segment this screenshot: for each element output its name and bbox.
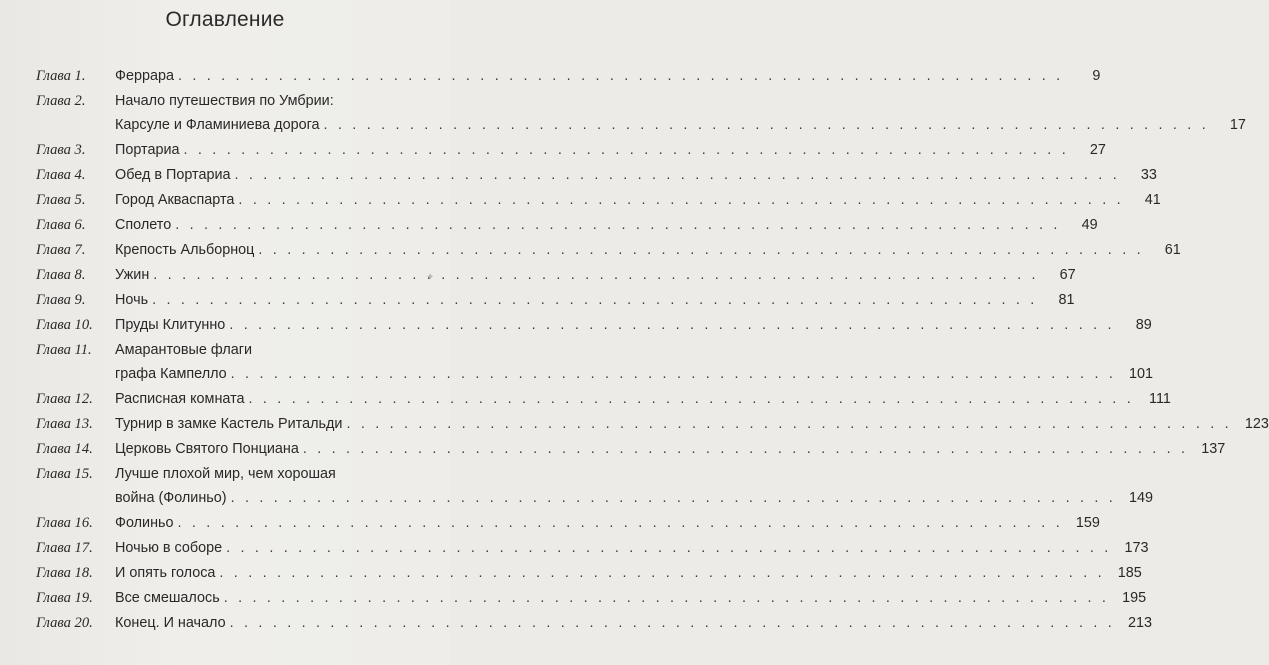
chapter-number: Глава 19.	[36, 590, 93, 606]
entry-line	[115, 113, 1246, 137]
chapter-title: Портариа	[115, 142, 180, 158]
chapter-number: Глава 7.	[36, 242, 86, 258]
page-number: 17	[1229, 117, 1246, 133]
entry-line	[115, 462, 1153, 486]
chapter-number: Глава 20.	[36, 615, 93, 631]
chapter-title: война (Фолиньо)	[115, 490, 227, 506]
page-number: 61	[1164, 242, 1181, 258]
dot-leader	[229, 313, 1114, 337]
dot-leader	[303, 437, 1188, 461]
entry-line	[115, 238, 1181, 262]
dot-leader	[153, 263, 1038, 287]
toc-entry	[36, 536, 1149, 560]
toc-entry	[36, 138, 1106, 162]
entry-line	[115, 138, 1106, 162]
chapter-number: Глава 6.	[36, 217, 86, 233]
dot-leader	[249, 387, 1134, 411]
toc-entry	[36, 338, 1154, 386]
entry-body	[115, 288, 1074, 312]
dot-leader	[230, 611, 1115, 635]
entry-line	[115, 338, 1153, 362]
entry-body	[115, 511, 1100, 535]
entry-line	[115, 511, 1100, 535]
entry-line	[115, 89, 1246, 113]
chapter-title: Карсуле и Фламиниева дорога	[115, 117, 320, 133]
chapter-number: Глава 15.	[36, 466, 93, 482]
entry-line	[115, 437, 1225, 461]
toc-entry	[36, 163, 1157, 187]
entry-body	[115, 412, 1269, 436]
chapter-number: Глава 18.	[36, 565, 93, 581]
toc-entry	[36, 412, 1269, 436]
entry-body	[115, 89, 1246, 137]
chapter-number: Глава 16.	[36, 515, 93, 531]
entry-line	[115, 586, 1146, 610]
dot-leader	[219, 561, 1104, 585]
dot-leader	[231, 486, 1116, 510]
entry-line	[115, 362, 1153, 386]
chapter-title: Феррара	[115, 68, 174, 84]
chapter-number: Глава 5.	[36, 192, 86, 208]
entry-body	[115, 313, 1152, 337]
chapter-title: Ночью в соборе	[115, 540, 223, 556]
toc-entry	[36, 263, 1076, 287]
chapter-number: Глава 1.	[36, 68, 86, 84]
entry-body	[115, 462, 1153, 510]
toc-entry	[36, 437, 1226, 461]
dot-leader	[184, 138, 1069, 162]
chapter-title: Город Акваспарта	[115, 192, 235, 208]
chapter-title: Фолиньо	[115, 515, 174, 531]
page-number: 159	[1075, 515, 1100, 531]
toc-entry	[36, 188, 1161, 212]
chapter-title: Ночь	[115, 292, 149, 308]
dot-leader	[346, 412, 1231, 436]
table-of-contents	[36, 64, 1269, 636]
entry-line	[115, 486, 1153, 510]
page-number: 89	[1135, 317, 1152, 333]
dot-leader	[226, 536, 1111, 560]
page-number: 33	[1140, 167, 1157, 183]
chapter-title: Ужин	[115, 267, 150, 283]
dot-leader	[152, 288, 1037, 312]
dot-leader	[224, 586, 1109, 610]
entry-body	[115, 387, 1171, 411]
dot-leader	[238, 188, 1123, 212]
entry-body	[115, 64, 1100, 88]
page-number: 185	[1117, 565, 1142, 581]
chapter-number: Глава 14.	[36, 441, 93, 457]
dot-leader	[258, 238, 1143, 262]
page-number: 195	[1122, 590, 1147, 606]
toc-entry	[36, 586, 1147, 610]
page-number: 67	[1059, 267, 1076, 283]
chapter-number: Глава 8.	[36, 267, 86, 283]
toc-entry	[36, 387, 1171, 411]
dot-leader	[175, 213, 1060, 237]
chapter-number: Глава 12.	[36, 391, 93, 407]
page-number: 111	[1149, 391, 1171, 407]
chapter-number: Глава 11.	[36, 342, 92, 358]
entry-body	[115, 437, 1225, 461]
page-number: 137	[1201, 441, 1226, 457]
chapter-title: Лучше плохой мир, чем хорошая	[115, 466, 336, 482]
page-number: 173	[1124, 540, 1149, 556]
toc-entry	[36, 89, 1246, 137]
entry-line	[115, 188, 1161, 212]
dot-leader	[178, 64, 1063, 88]
page-number: 41	[1144, 192, 1161, 208]
chapter-title: Сполето	[115, 217, 172, 233]
entry-line	[115, 263, 1076, 287]
page-number: 149	[1128, 490, 1153, 506]
chapter-number: Глава 17.	[36, 540, 93, 556]
entry-line	[115, 387, 1171, 411]
toc-entry	[36, 561, 1142, 585]
entry-body	[115, 213, 1098, 237]
toc-entry	[36, 462, 1153, 510]
entry-line	[115, 163, 1157, 187]
entry-body	[115, 138, 1106, 162]
page-number: 49	[1081, 217, 1098, 233]
chapter-number: Глава 13.	[36, 416, 93, 432]
dot-leader	[235, 163, 1120, 187]
entry-line	[115, 213, 1098, 237]
entry-line	[115, 536, 1149, 560]
chapter-title: Обед в Портариа	[115, 167, 231, 183]
decorative-mark-icon: ✦	[426, 272, 435, 283]
dot-leader	[178, 511, 1063, 535]
chapter-title: Крепость Альборноц	[115, 242, 255, 258]
entry-line	[115, 611, 1152, 635]
chapter-title: Конец. И начало	[115, 615, 226, 631]
chapter-title: Пруды Клитунно	[115, 317, 226, 333]
page-number: 27	[1089, 142, 1106, 158]
entry-line	[115, 561, 1142, 585]
entry-body	[115, 188, 1161, 212]
entry-body	[115, 536, 1149, 560]
entry-body	[115, 163, 1157, 187]
dot-leader	[231, 362, 1116, 386]
chapter-number: Глава 3.	[36, 142, 86, 158]
chapter-title: Все смешалось	[115, 590, 220, 606]
chapter-title: Церковь Святого Понциана	[115, 441, 299, 457]
entry-body	[115, 263, 1076, 287]
entry-body	[115, 561, 1142, 585]
chapter-title: Начало путешествия по Умбрии:	[115, 93, 334, 109]
toc-entry	[36, 288, 1075, 312]
toc-entry	[36, 64, 1101, 88]
dot-leader	[324, 113, 1209, 137]
chapter-number: Глава 9.	[36, 292, 86, 308]
chapter-title: графа Кампелло	[115, 366, 227, 382]
chapter-number: Глава 4.	[36, 167, 86, 183]
page-number: 213	[1128, 615, 1153, 631]
page-title: Оглавление	[165, 8, 285, 31]
toc-entry	[36, 511, 1100, 535]
entry-body	[115, 238, 1181, 262]
page-number: 101	[1129, 366, 1154, 382]
entry-line	[115, 313, 1152, 337]
chapter-number: Глава 10.	[36, 317, 93, 333]
chapter-title: Турнир в замке Кастель Ритальди	[115, 416, 343, 432]
entry-line	[115, 288, 1074, 312]
toc-entry	[36, 213, 1098, 237]
toc-entry	[36, 313, 1152, 337]
toc-entry	[36, 238, 1181, 262]
page-number: 123	[1244, 416, 1269, 432]
page-number: 81	[1058, 292, 1075, 308]
chapter-title: И опять голоса	[115, 565, 216, 581]
entry-body	[115, 611, 1152, 635]
toc-entry	[36, 611, 1153, 635]
entry-body	[115, 586, 1146, 610]
entry-line	[115, 64, 1100, 88]
entry-body	[115, 338, 1153, 386]
chapter-number: Глава 2.	[36, 93, 86, 109]
page-number: 9	[1092, 68, 1101, 84]
chapter-title: Амарантовые флаги	[115, 342, 253, 358]
entry-line	[115, 412, 1269, 436]
chapter-title: Расписная комната	[115, 391, 245, 407]
